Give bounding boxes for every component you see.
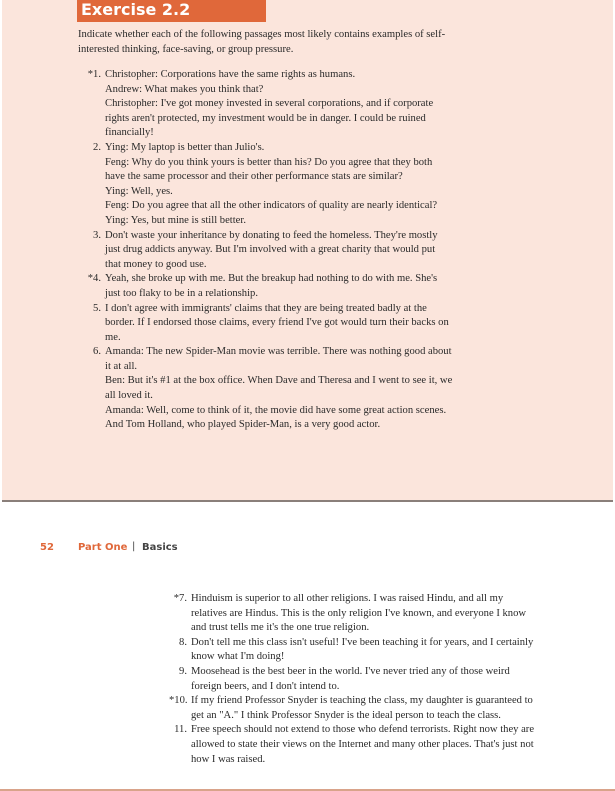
item-line: Don't waste your inheritance by donating to feed the homeless. They're mostly just drug addicts anyway. But I'm involved with a great charity that would put that money to good use. <box>105 229 438 270</box>
page-number: 52 <box>40 542 54 553</box>
continued-exercise-list <box>169 592 540 767</box>
item-line: Hinduism is superior to all other religions. I was raised Hindu, and all my relatives are Hindus. This is the only religion I've known, and everyone I know and trust tells me it's the one true religion. <box>191 593 527 634</box>
item-line: Don't tell me this class isn't useful! I've been teaching it for years, and I certainly know what I'm doing! <box>191 636 534 663</box>
exercise-item <box>93 345 453 433</box>
exercise-item <box>174 723 540 767</box>
item-line: Yeah, she broke up with me. But the breakup had nothing to do with me. She's just too flaky to be in a relationship. <box>105 273 438 299</box>
item-line: Ying: Yes, but mine is still better. <box>105 214 246 226</box>
item-line: Amanda: The new Spider-Man movie was terrible. There was nothing good about it at all. <box>105 346 452 372</box>
item-number: 9. <box>179 665 187 677</box>
item-line: Moosehead is the best beer in the world. I've never tried any of those weird foreign beers, and I don't intend to. <box>191 665 510 692</box>
exercise-item <box>173 592 540 636</box>
item-number: 8. <box>179 636 187 648</box>
exercise-item <box>179 636 540 665</box>
item-number: 2. <box>93 141 101 153</box>
item-line: Feng: Do you agree that all the other indicators of quality are nearly identical? <box>105 200 438 212</box>
item-line: Feng: Why do you think yours is better than his? Do you agree that they both have the same processor and their other performance stats are similar? <box>105 156 433 183</box>
header-separator: | <box>132 541 136 552</box>
item-line: Christopher: Corporations have the same rights as humans. <box>105 69 356 80</box>
part-title: Part One <box>78 542 128 553</box>
section-title: Basics <box>142 542 178 553</box>
item-line: Ying: Well, yes. <box>105 185 173 197</box>
item-line: Ying: My laptop is better than Julio's. <box>105 141 265 153</box>
exercise-item <box>169 694 540 723</box>
item-line: Christopher: I've got money invested in several corporations, and if corporate rights aren't protected, my investment would be in danger. I could be ruined financially! <box>105 98 434 139</box>
exercise-item <box>93 141 453 229</box>
exercise-title: Exercise 2.2 <box>77 0 266 22</box>
item-number: 11. <box>174 724 187 736</box>
item-number: *10. <box>169 695 188 707</box>
exercise-box <box>2 0 613 502</box>
item-line: I don't agree with immigrants' claims that they are being treated badly at the border. If I endorsed those claims, every friend I've got would turn their backs on me. <box>105 302 449 343</box>
item-line: If my friend Professor Snyder is teaching the class, my daughter is guaranteed to get an "A." I think Professor Snyder is the ideal person to teach the class. <box>191 695 533 721</box>
exercise-item <box>93 302 453 346</box>
item-line: Ben: But it's #1 at the box office. When Dave and Theresa and I went to see it, we all loved it. <box>105 375 453 402</box>
item-number: *1. <box>87 69 101 80</box>
item-number: *4. <box>87 273 101 285</box>
item-number: 5. <box>93 302 101 314</box>
item-line: Andrew: What makes you think that? <box>105 83 264 95</box>
item-number: *7. <box>173 593 187 604</box>
item-line: Amanda: Well, come to think of it, the movie did have some great action scenes. And Tom Holland, who played Spider-Man, is a very good actor. <box>105 404 447 431</box>
exercise-item <box>87 68 453 141</box>
item-line: Free speech should not extend to those who defend terrorists. Right now they are allowed to state their views on the Internet and many other places. That's just not how I was raised. <box>191 724 535 765</box>
exercise-instructions: Indicate whether each of the following passages most likely contains examples of self-interested thinking, face-saving, or group pressure. <box>78 29 446 55</box>
exercise-item <box>179 665 540 694</box>
exercise-item <box>93 229 453 273</box>
item-number: 6. <box>93 346 101 358</box>
exercise-item <box>87 272 453 301</box>
item-number: 3. <box>93 229 101 241</box>
exercise-list <box>87 68 453 433</box>
